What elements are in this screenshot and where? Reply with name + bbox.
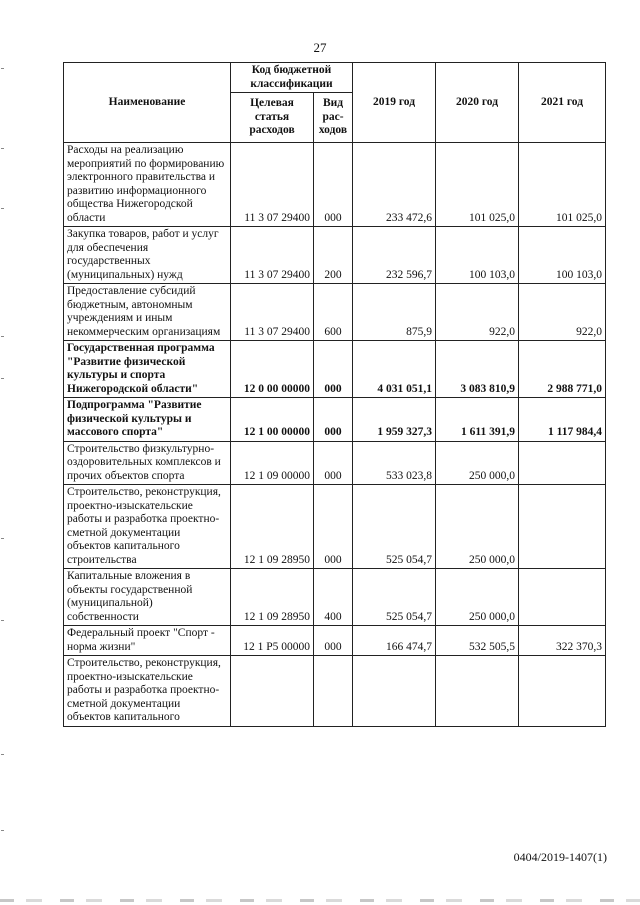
row-expense-type: 200 [314, 227, 353, 284]
header-expense-type: Вид рас-ходов [314, 93, 353, 143]
row-value-2021: 922,0 [519, 284, 606, 341]
table-row [64, 398, 606, 442]
row-value-2019: 875,9 [353, 284, 436, 341]
row-value-2021 [519, 656, 606, 727]
row-value-2019 [353, 656, 436, 727]
scan-artifact [0, 899, 640, 902]
row-name: Расходы на реализацию мероприятий по формированию электронного правительства и развитию информационного общества Нижегородской области [64, 143, 231, 227]
row-name: Строительство, реконструкция, проектно-изыскательские работы и разработка проектно-сметной документации объектов капитального [64, 656, 231, 727]
row-value-2020: 101 025,0 [436, 143, 519, 227]
row-expense-type: 000 [314, 626, 353, 656]
table-row [64, 569, 606, 626]
row-value-2020: 3 083 810,9 [436, 341, 519, 398]
row-name: Государственная программа "Развитие физической культуры и спорта Нижегородской области" [64, 341, 231, 398]
row-value-2021: 100 103,0 [519, 227, 606, 284]
row-target-article: 12 1 P5 00000 [231, 626, 314, 656]
row-target-article: 12 1 09 28950 [231, 569, 314, 626]
row-name: Подпрограмма "Развитие физической культуры и массового спорта" [64, 398, 231, 442]
table-body [64, 143, 606, 727]
row-value-2021 [519, 569, 606, 626]
row-value-2020: 922,0 [436, 284, 519, 341]
header-target-article: Целевая статья расходов [231, 93, 314, 143]
row-value-2020: 100 103,0 [436, 227, 519, 284]
row-name: Федеральный проект "Спорт - норма жизни" [64, 626, 231, 656]
table-row [64, 341, 606, 398]
row-target-article: 12 0 00 00000 [231, 341, 314, 398]
row-value-2019: 525 054,7 [353, 569, 436, 626]
table-row [64, 656, 606, 727]
scan-margin-marks [1, 60, 5, 860]
row-value-2021 [519, 441, 606, 485]
row-value-2020: 250 000,0 [436, 569, 519, 626]
row-value-2020: 250 000,0 [436, 485, 519, 569]
row-name: Предоставление субсидий бюджетным, автономным учреждениям и иным некоммерческим организациям [64, 284, 231, 341]
row-value-2020 [436, 656, 519, 727]
row-value-2019: 166 474,7 [353, 626, 436, 656]
row-value-2021: 322 370,3 [519, 626, 606, 656]
row-expense-type: 000 [314, 341, 353, 398]
row-value-2019: 233 472,6 [353, 143, 436, 227]
row-expense-type: 000 [314, 398, 353, 442]
row-value-2021: 101 025,0 [519, 143, 606, 227]
row-expense-type: 600 [314, 284, 353, 341]
table-row [64, 626, 606, 656]
row-target-article: 11 3 07 29400 [231, 284, 314, 341]
header-name: Наименование [64, 63, 231, 143]
row-value-2019: 525 054,7 [353, 485, 436, 569]
header-code-group: Код бюджетной классификации [231, 63, 353, 93]
table-row [64, 485, 606, 569]
row-value-2021 [519, 485, 606, 569]
row-target-article: 11 3 07 29400 [231, 143, 314, 227]
row-name: Капитальные вложения в объекты государственной (муниципальной) собственности [64, 569, 231, 626]
row-target-article: 11 3 07 29400 [231, 227, 314, 284]
row-name: Закупка товаров, работ и услуг для обеспечения государственных (муниципальных) нужд [64, 227, 231, 284]
row-target-article: 12 1 00 00000 [231, 398, 314, 442]
row-target-article: 12 1 09 00000 [231, 441, 314, 485]
row-value-2021: 1 117 984,4 [519, 398, 606, 442]
row-value-2019: 4 031 051,1 [353, 341, 436, 398]
header-2019: 2019 год [353, 63, 436, 143]
header-2020: 2020 год [436, 63, 519, 143]
table-row [64, 227, 606, 284]
table-row [64, 143, 606, 227]
document-code: 0404/2019-1407(1) [513, 850, 607, 864]
row-value-2019: 533 023,8 [353, 441, 436, 485]
row-value-2019: 1 959 327,3 [353, 398, 436, 442]
row-expense-type: 000 [314, 485, 353, 569]
row-name: Строительство физкультурно-оздоровительных комплексов и прочих объектов спорта [64, 441, 231, 485]
row-target-article [231, 656, 314, 727]
row-value-2020: 1 611 391,9 [436, 398, 519, 442]
row-expense-type: 000 [314, 441, 353, 485]
row-value-2021: 2 988 771,0 [519, 341, 606, 398]
budget-table [63, 62, 606, 727]
row-value-2020: 532 505,5 [436, 626, 519, 656]
row-name: Строительство, реконструкция, проектно-изыскательские работы и разработка проектно-сметной документации объектов капитального строительства [64, 485, 231, 569]
row-target-article: 12 1 09 28950 [231, 485, 314, 569]
page-number: 27 [313, 40, 327, 55]
row-expense-type: 400 [314, 569, 353, 626]
table-row [64, 441, 606, 485]
row-value-2019: 232 596,7 [353, 227, 436, 284]
row-value-2020: 250 000,0 [436, 441, 519, 485]
row-expense-type: 000 [314, 143, 353, 227]
row-expense-type [314, 656, 353, 727]
header-2021: 2021 год [519, 63, 606, 143]
table-row [64, 284, 606, 341]
